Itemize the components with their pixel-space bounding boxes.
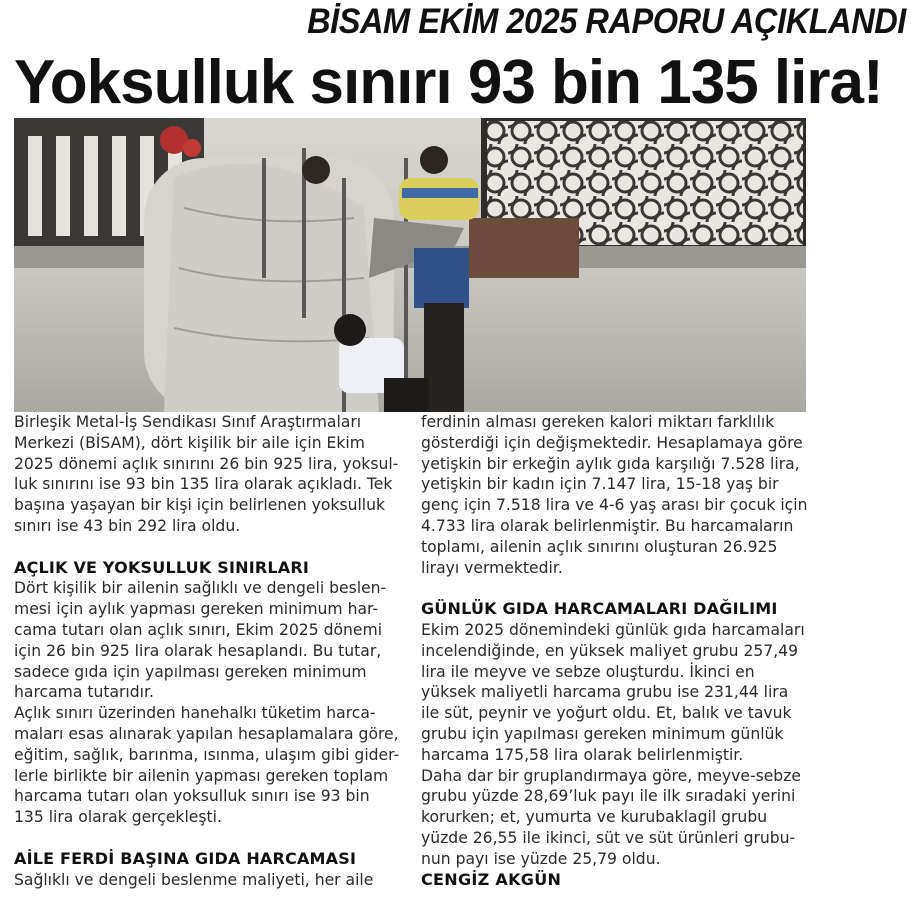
section2-paragraph-cont: ferdinin alması gereken kalori miktarı farklılık gösterdiği için değişmektedir. Hesaplamaya göre yetişkin bir erkeğin aylık gıda karşılığı 7.528 lira, yetişkin bir kadın için 7.147 lira, 15-18 yaş bir genç için 7.518 lira ve 4-6 yaş arası bir çocuk için 4.733 lira olarak belirlenmiştir. Bu harcamaların toplamı, ailenin açlık sınırını oluşturan 26.925 lirayı vermektedir.	[421, 413, 808, 577]
section-title-food-per-person: AİLE FERDİ BAŞINA GIDA HARCAMASI	[14, 848, 357, 868]
photo-icon	[14, 118, 806, 412]
kicker: BİSAM EKİM 2025 RAPORU AÇIKLANDI	[307, 2, 906, 41]
section2-paragraph-start: Sağlıklı ve dengeli beslenme maliyeti, her aile	[14, 870, 374, 889]
news-photo	[14, 118, 806, 412]
left-column	[14, 412, 402, 890]
section1-paragraph-1: Dört kişilik bir ailenin sağlıklı ve dengeli beslen- mesi için aylık yapması gereken minimum har- cama tutarı olan açlık sınırı, Ekim 2025 dönemi için 26 bin 925 lira olarak hesaplandı. Bu tutar, sadece gıda için yapılması gereken minimum harcama tutarıdır.	[14, 579, 387, 702]
section-title-hunger-poverty: AÇLIK VE YOKSULLUK SINIRLARI	[14, 557, 310, 577]
right-column	[421, 412, 809, 890]
byline: CENGİZ AKGÜN	[421, 869, 562, 889]
section3-paragraph-1: Ekim 2025 dönemindeki günlük gıda harcamaları incelendiğinde, en yüksek maliyet grubu 257,49 lira ile meyve ve sebze oluşturdu. İkinci en yüksek maliyetli harcama grubu ise 231,44 lira ile süt, peynir ve yoğurt oldu. Et, balık ve tavuk grubu için yapılması gereken minimum günlük harcama 175,58 lira olarak belirlenmiştir.	[421, 620, 805, 764]
intro-paragraph: Birleşik Metal-İş Sendikası Sınıf Araştırmaları Merkezi (BİSAM), dört kişilik bir aile için Ekim 2025 dönemi açlık sınırını 26 bin 925 lira, yoksul- luk sınırını ise 93 bin 135 lira olarak açıkladı. Tek başına yaşayan bir kişi için belirlenen yoksulluk sınırı ise 43 bin 292 lira oldu.	[14, 413, 399, 535]
section-title-daily-food: GÜNLÜK GIDA HARCAMALARI DAĞILIMI	[421, 599, 778, 619]
headline: Yoksulluk sınırı 93 bin 135 lira!	[14, 48, 883, 117]
section3-paragraph-2: Daha dar bir gruplandırmaya göre, meyve-sebze grubu yüzde 28,69’luk payı ile ilk sıradaki yerini korurken; et, yumurta ve kurubaklagil grubu yüzde 26,55 ile ikinci, süt ve süt ürünleri grubu- nun payı ise yüzde 25,79 oldu.	[421, 766, 801, 868]
section1-paragraph-2: Açlık sınırı üzerinden hanehalkı tüketim harca- maları esas alınarak yapılan hesaplamalara göre, eğitim, sağlık, barınma, ısınma, ulaşım gibi gider- lerle birlikte bir ailenin yapması gereken toplam harcama tutarı olan yoksulluk sınırı ise 93 bin 135 lira olarak gerçekleşti.	[14, 704, 400, 827]
